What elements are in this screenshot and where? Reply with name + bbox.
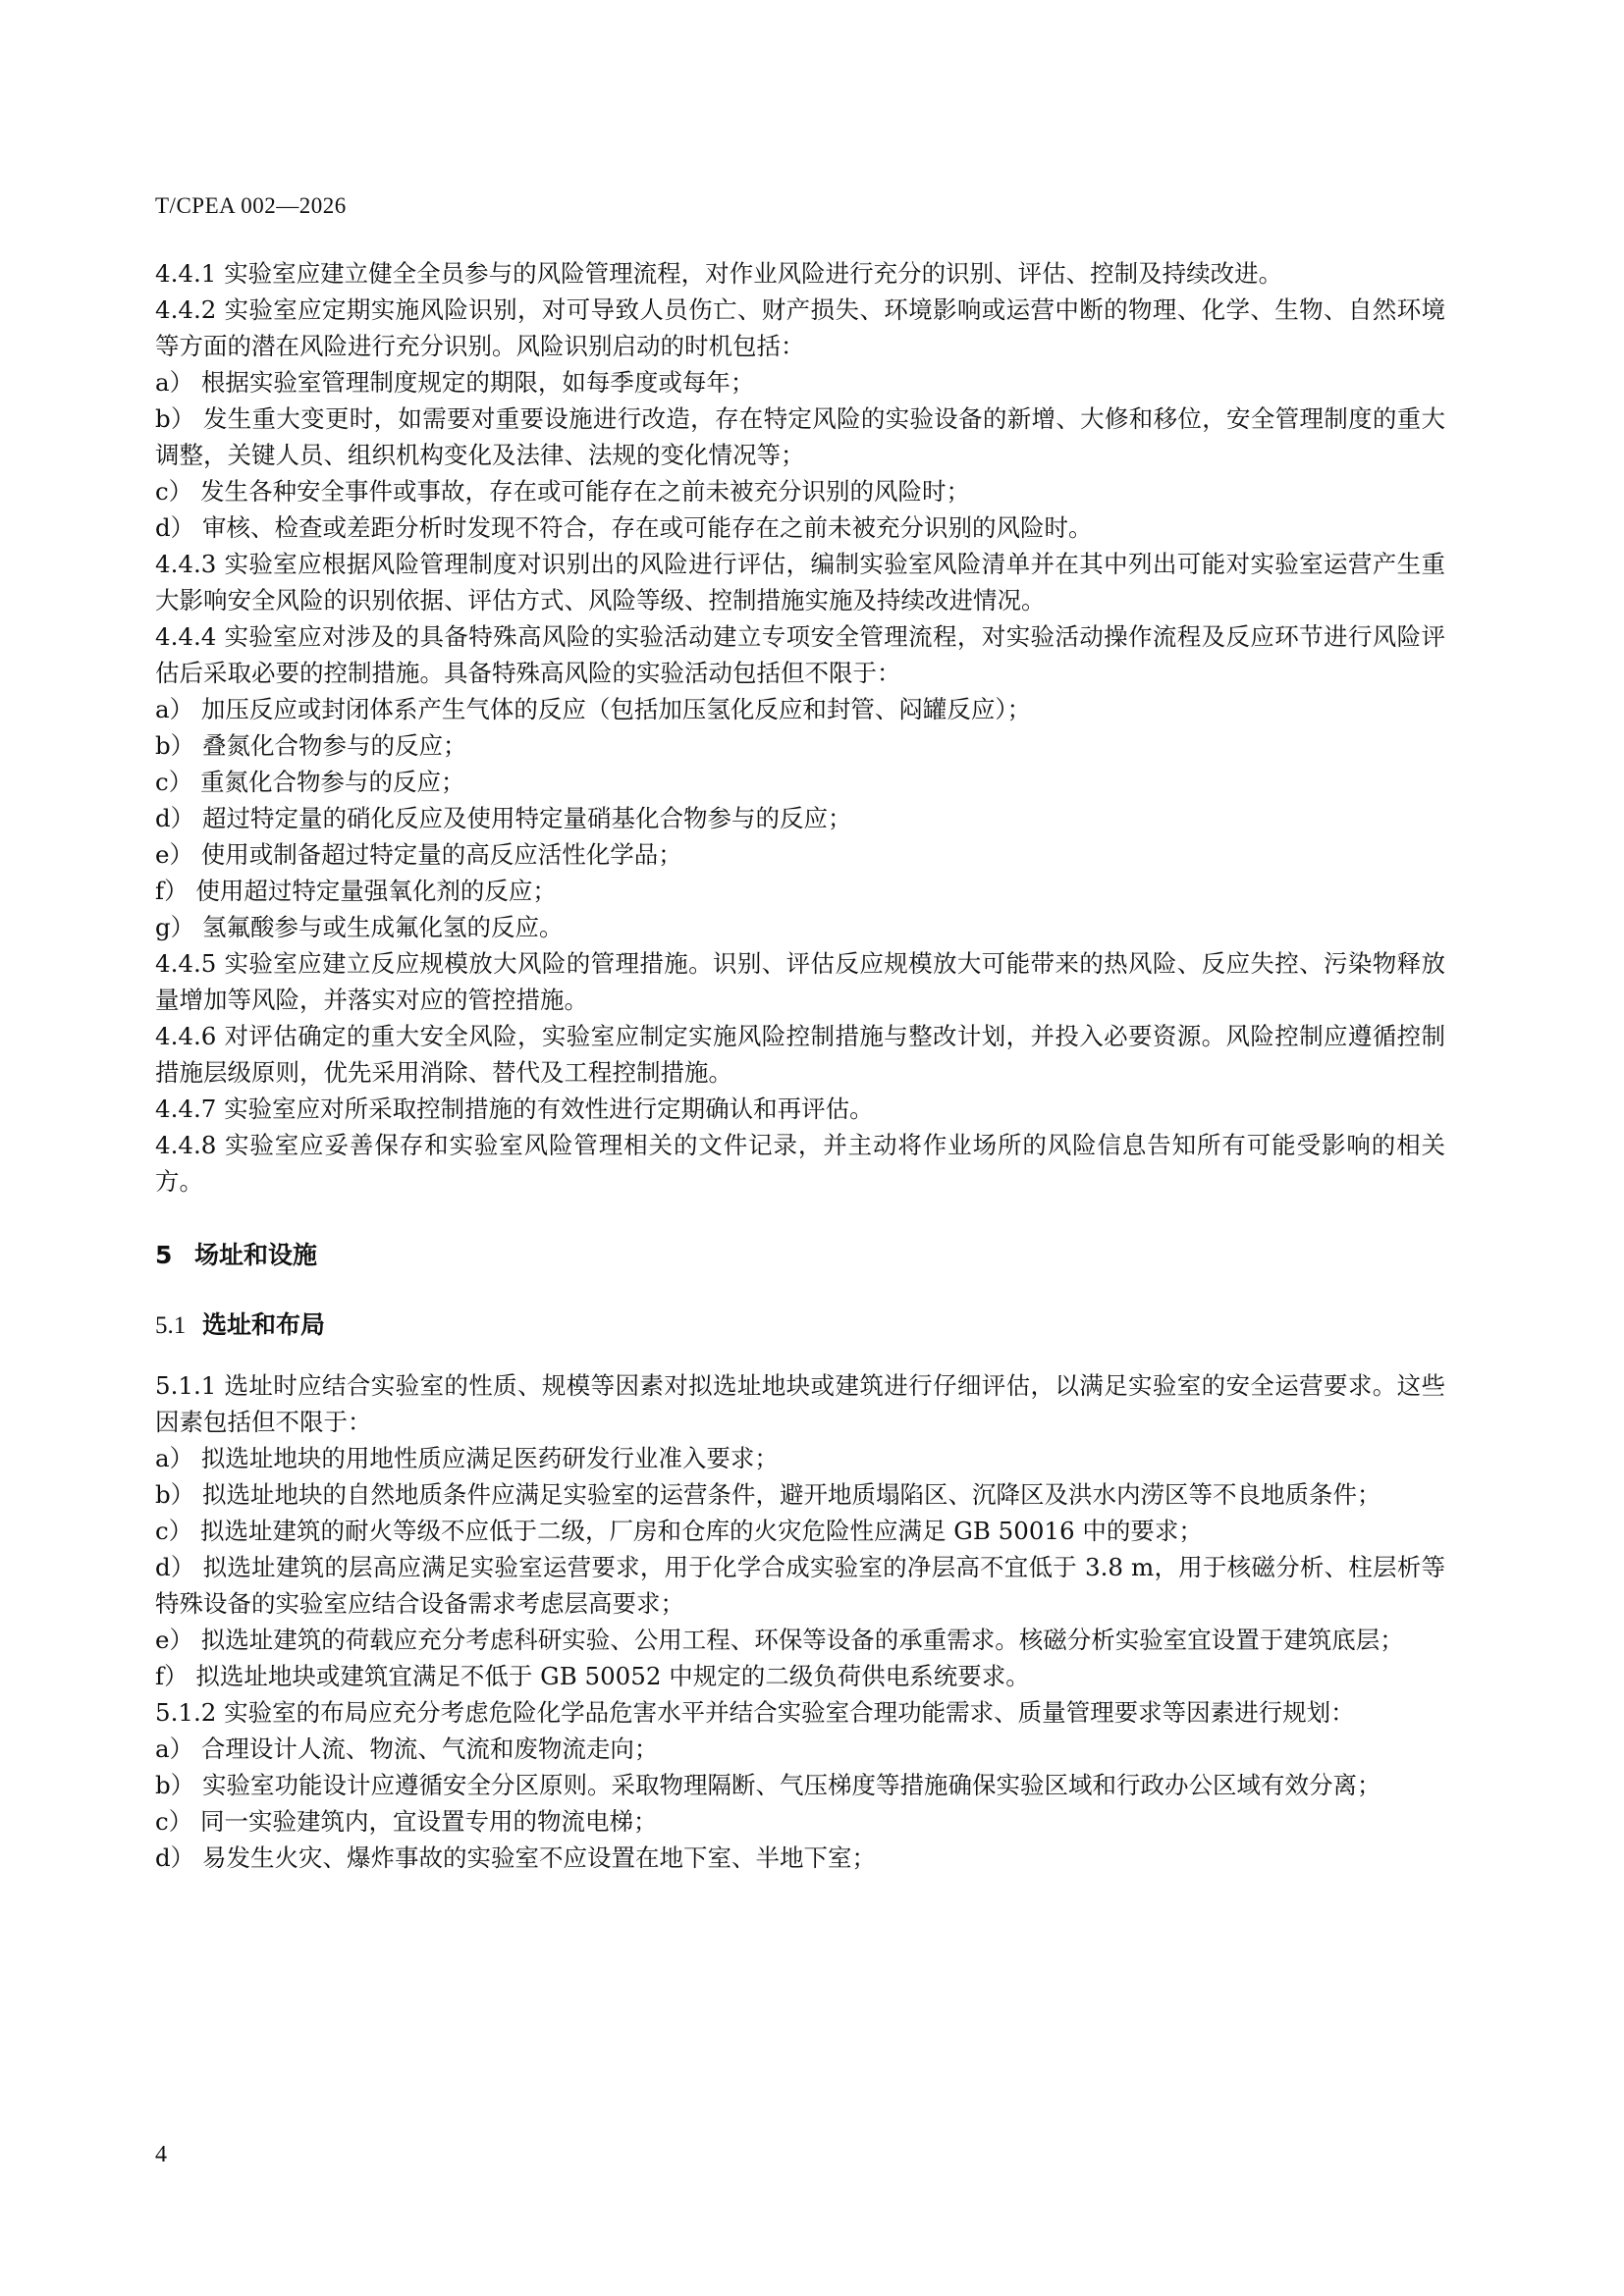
list-item: f） 使用超过特定量强氧化剂的反应； — [155, 877, 557, 905]
clause-4-4-7: 4.4.7 实验室应对所采取控制措施的有效性进行定期确认和再评估。 — [155, 1095, 874, 1123]
list-item: g） 氢氟酸参与或生成氟化氢的反应。 — [155, 913, 564, 941]
clause-4-4-6: 4.4.6 对评估确定的重大安全风险，实验室应制定实施风险控制措施与整改计划，并投入必要资源。风险控制应遵循控制措施层级原则，优先采用消除、替代及工程控制措施。 — [155, 1022, 1445, 1087]
document-code-header: T/CPEA 002—2026 — [155, 193, 347, 218]
list-item: a） 拟选址地块的用地性质应满足医药研发行业准入要求； — [155, 1444, 779, 1472]
clause-4-4-4: 4.4.4 实验室应对涉及的具备特殊高风险的实验活动建立专项安全管理流程，对实验活动操作流程及反应环节进行风险评估后采取必要的控制措施。具备特殊高风险的实验活动包括但不限于： — [155, 622, 1445, 687]
clause-4-4-5: 4.4.5 实验室应建立反应规模放大风险的管理措施。识别、评估反应规模放大可能带来的热风险、反应失控、污染物释放量增加等风险，并落实对应的管控措施。 — [155, 949, 1445, 1014]
list-item: a） 加压反应或封闭体系产生气体的反应（包括加压氢化反应和封管、闷罐反应）； — [155, 695, 1032, 723]
section-number: 5.1 — [155, 1312, 187, 1339]
list-item: d） 拟选址建筑的层高应满足实验室运营要求，用于化学合成实验室的净层高不宜低于 3.8 m，用于核磁分析、柱层析等特殊设备的实验室应结合设备需求考虑层高要求； — [155, 1553, 1445, 1618]
clause-5-1-1: 5.1.1 选址时应结合实验室的性质、规模等因素对拟选址地块或建筑进行仔细评估，以满足实验室的安全运营要求。这些因素包括但不限于： — [155, 1371, 1445, 1436]
clause-4-4-1: 4.4.1 实验室应建立健全全员参与的风险管理流程，对作业风险进行充分的识别、评估、控制及持续改进。 — [155, 259, 1283, 288]
list-item: c） 发生各种安全事件或事故，存在或可能存在之前未被充分识别的风险时； — [155, 477, 971, 506]
clause-5-1-2: 5.1.2 实验室的布局应充分考虑危险化学品危害水平并结合实验室合理功能需求、质量管理要求等因素进行规划： — [155, 1698, 1355, 1727]
list-item: d） 超过特定量的硝化反应及使用特定量硝基化合物参与的反应； — [155, 804, 852, 832]
list-item: a） 根据实验室管理制度规定的期限，如每季度或每年； — [155, 368, 755, 397]
list-item: f） 拟选址地块或建筑宜满足不低于 GB 50052 中规定的二级负荷供电系统要求。 — [155, 1662, 1030, 1690]
page-number: 4 — [155, 2142, 167, 2167]
section-5-1-heading — [155, 1307, 1445, 1344]
list-item: c） 拟选址建筑的耐火等级不应低于二级，厂房和仓库的火灾危险性应满足 GB 50016 中的要求； — [155, 1517, 1203, 1545]
list-item: b） 实验室功能设计应遵循安全分区原则。采取物理隔断、气压梯度等措施确保实验区域和行政办公区域有效分离； — [155, 1771, 1381, 1799]
clause-4-4-3: 4.4.3 实验室应根据风险管理制度对识别出的风险进行评估，编制实验室风险清单并在其中列出可能对实验室运营产生重大影响安全风险的识别依据、评估方式、风险等级、控制措施实施及持续改进情况。 — [155, 550, 1445, 614]
list-item: d） 易发生火灾、爆炸事故的实验室不应设置在地下室、半地下室； — [155, 1843, 876, 1872]
section-number: 5 — [155, 1241, 173, 1269]
list-item: c） 重氮化合物参与的反应； — [155, 768, 465, 796]
section-5-heading — [155, 1237, 1445, 1273]
list-item: b） 拟选址地块的自然地质条件应满足实验室的运营条件，避开地质塌陷区、沉降区及洪水内涝区等不良地质条件； — [155, 1480, 1381, 1509]
clause-4-4-2: 4.4.2 实验室应定期实施风险识别，对可导致人员伤亡、财产损失、环境影响或运营中断的物理、化学、生物、自然环境等方面的潜在风险进行充分识别。风险识别启动的时机包括： — [155, 295, 1445, 360]
section-title: 选址和布局 — [202, 1310, 326, 1339]
list-item: a） 合理设计人流、物流、气流和废物流走向； — [155, 1735, 659, 1763]
clause-4-4-8: 4.4.8 实验室应妥善保存和实验室风险管理相关的文件记录，并主动将作业场所的风险信息告知所有可能受影响的相关方。 — [155, 1131, 1445, 1196]
list-item: e） 拟选址建筑的荷载应充分考虑科研实验、公用工程、环保等设备的承重需求。核磁分析实验室宜设置于建筑底层； — [155, 1626, 1404, 1654]
list-item: c） 同一实验建筑内，宜设置专用的物流电梯； — [155, 1807, 658, 1836]
section-title: 场址和设施 — [194, 1241, 318, 1269]
list-item: b） 叠氮化合物参与的反应； — [155, 731, 467, 760]
list-item: d） 审核、检查或差距分析时发现不符合，存在或可能存在之前未被充分识别的风险时。 — [155, 513, 1093, 542]
document-body — [155, 255, 1445, 1876]
list-item: e） 使用或制备超过特定量的高反应活性化学品； — [155, 840, 682, 869]
list-item: b） 发生重大变更时，如需要对重要设施进行改造，存在特定风险的实验设备的新增、大修和移位，安全管理制度的重大调整，关键人员、组织机构变化及法律、法规的变化情况等； — [155, 404, 1445, 469]
